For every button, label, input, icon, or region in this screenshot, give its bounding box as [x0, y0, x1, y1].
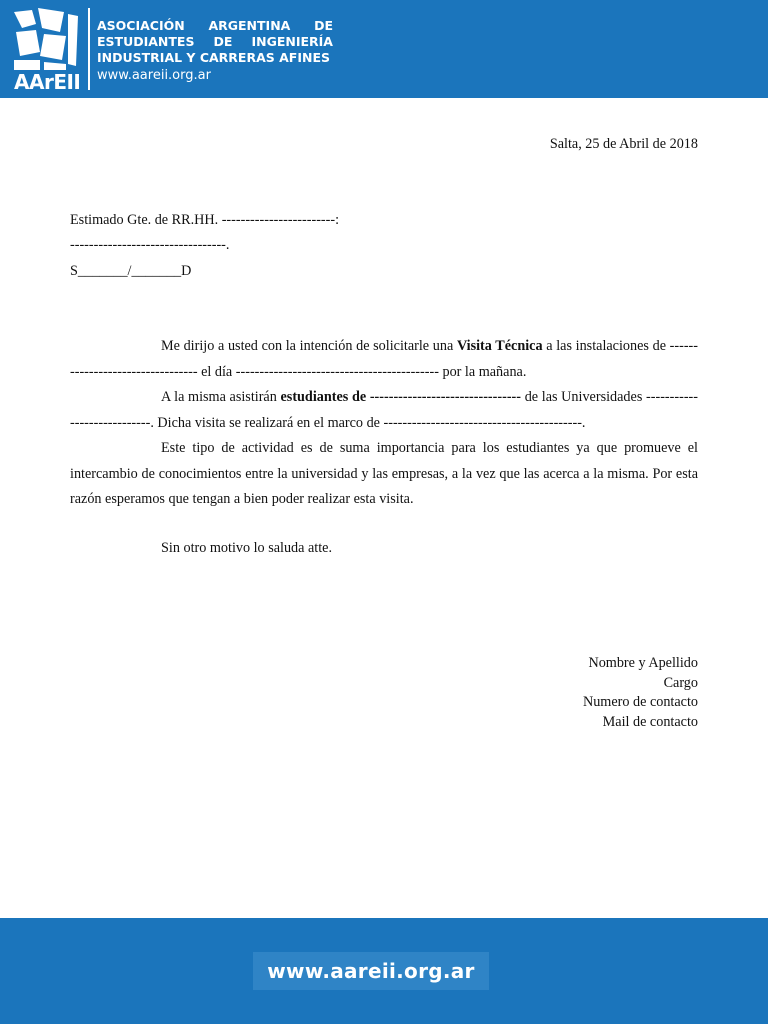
salutation-line-2: ---------------------------------.	[70, 237, 230, 253]
paragraph-importance: Este tipo de actividad es de suma importancia para los estudiantes ya que promueve el intercambio de conocimientos entre la universidad y las empresas, a la vez que las acerca a la misma. Por esta razón esperamos que tengan a bien poder realizar esta visita.	[70, 440, 698, 507]
org-name-line-3: INDUSTRIAL Y CARRERAS AFINES	[97, 50, 330, 65]
org-name-line-2: ESTUDIANTES DE INGENIERÍA	[97, 34, 333, 49]
org-name-line-1: ASOCIACIÓN ARGENTINA DE	[97, 18, 333, 33]
footer-url: www.aareii.org.ar	[253, 952, 489, 990]
header-url: www.aareii.org.ar	[97, 68, 211, 83]
header-divider	[88, 8, 90, 90]
signature-name: Nombre y Apellido	[588, 655, 698, 671]
organization-name	[97, 18, 333, 66]
signature-block	[70, 654, 698, 732]
paragraph-request: Me dirijo a usted con la intención de solicitarle una Visita Técnica a las instalaciones de --------------------------------- el día ------------------------------------------- por la mañana.	[70, 338, 699, 380]
signature-role: Cargo	[663, 674, 698, 691]
header-banner	[0, 0, 768, 98]
visit-type-bold: Visita Técnica	[456, 338, 543, 354]
closing-line: Sin otro motivo lo saluda atte.	[161, 539, 333, 556]
paragraph-attendees: A la misma asistirán estudiantes de -------------------------------- de las Universidades ----------------------------. Dicha visita se realizará en el marco de ------------------------------------------.	[70, 389, 698, 431]
salutation-line-1: Estimado Gte. de RR.HH. ------------------------:	[70, 211, 340, 228]
footer-banner	[0, 918, 768, 1024]
letter-body	[70, 132, 698, 732]
letter-date: Salta, 25 de Abril de 2018	[549, 136, 698, 152]
students-bold: estudiantes de --------------------------------	[280, 389, 522, 405]
signature-email: Mail de contacto	[602, 713, 698, 730]
logo-wordmark: AArEII	[14, 70, 81, 94]
signature-phone: Numero de contacto	[582, 694, 698, 710]
salutation-line-3: S_______/_______D	[70, 262, 192, 279]
